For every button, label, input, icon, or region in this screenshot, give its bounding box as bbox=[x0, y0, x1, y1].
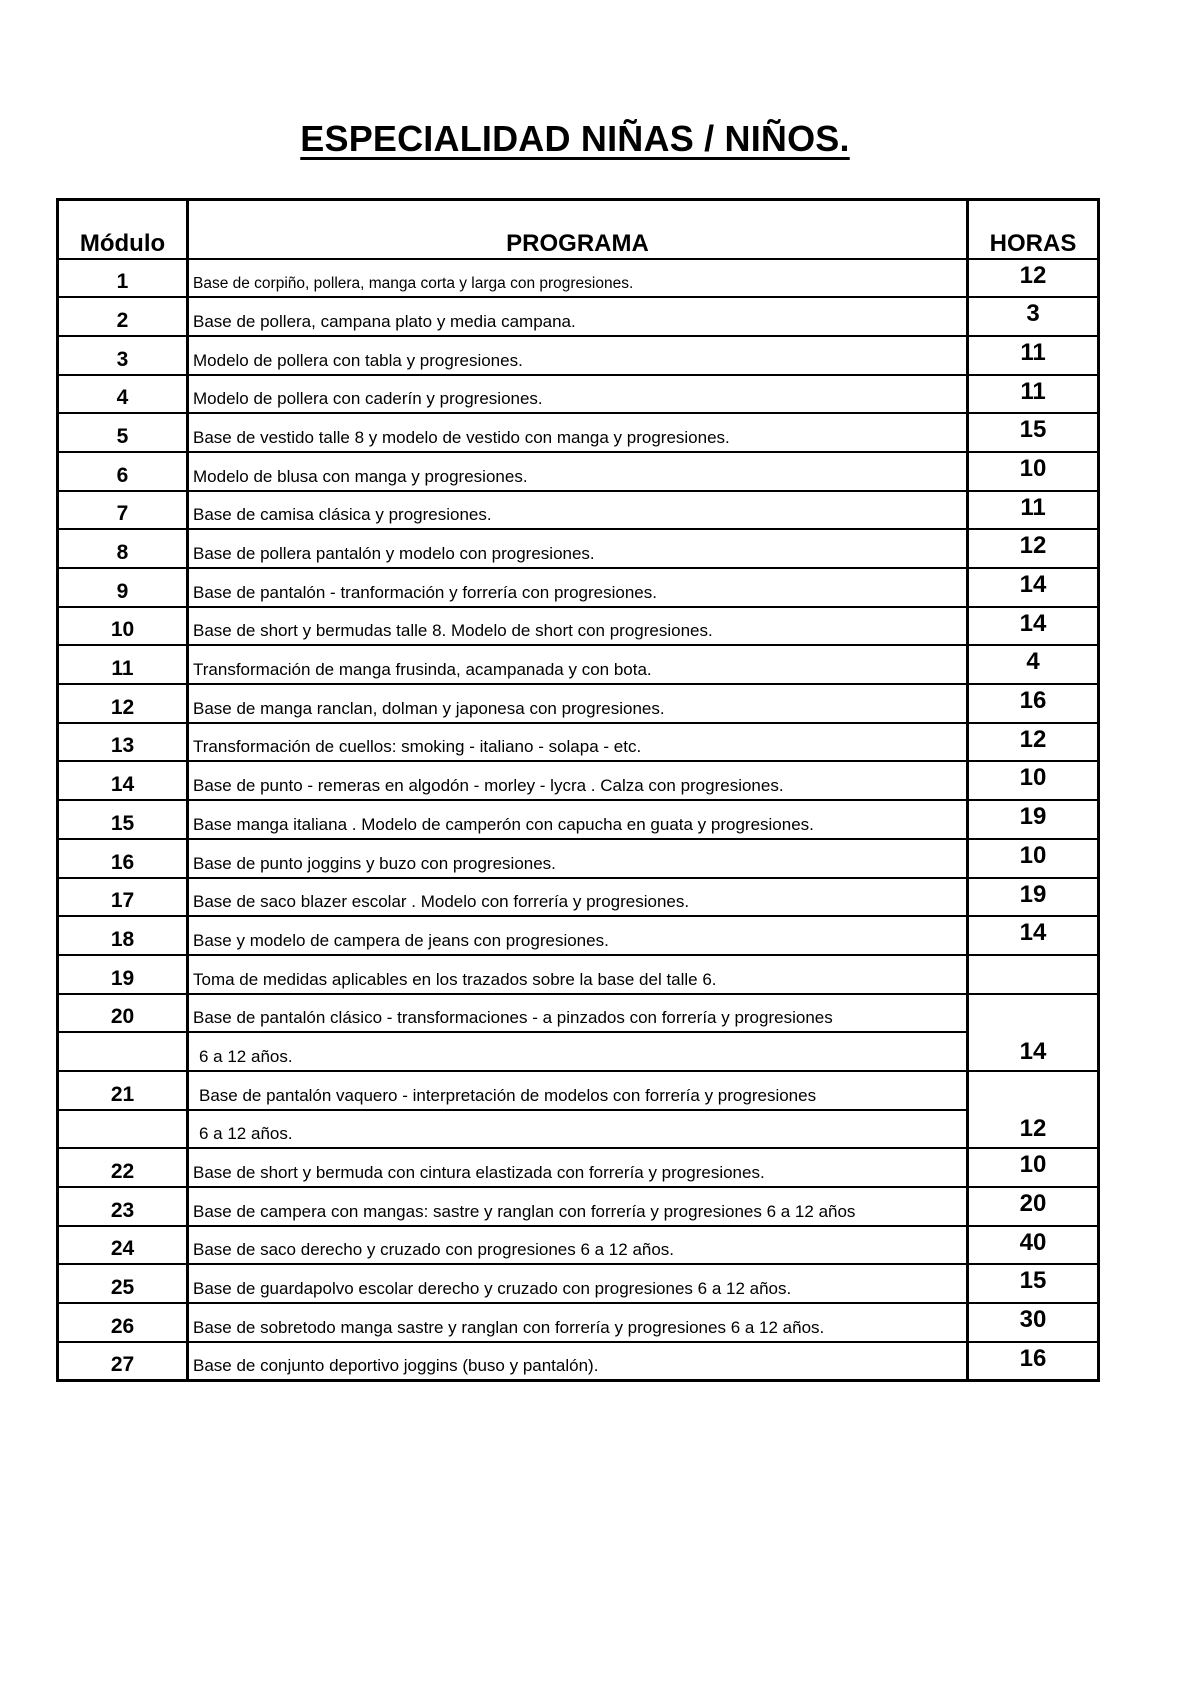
program-description: Base de conjunto deportivo joggins (buso y pantalón). bbox=[188, 1342, 968, 1381]
program-description: Modelo de blusa con manga y progresiones. bbox=[188, 452, 968, 491]
hours-value: 15 bbox=[968, 413, 1099, 452]
table-row bbox=[58, 452, 1099, 491]
table-row bbox=[58, 607, 1099, 646]
program-description: Modelo de pollera con tabla y progresiones. bbox=[188, 336, 968, 375]
column-header-horas: HORAS bbox=[968, 200, 1099, 259]
hours-value: 10 bbox=[968, 839, 1099, 878]
hours-value: 11 bbox=[968, 375, 1099, 414]
hours-value: 10 bbox=[968, 1148, 1099, 1187]
module-number: 22 bbox=[58, 1148, 188, 1187]
module-number: 3 bbox=[58, 336, 188, 375]
hours-value: 10 bbox=[968, 452, 1099, 491]
table-row-continuation bbox=[58, 1032, 1099, 1071]
hours-value: 10 bbox=[968, 761, 1099, 800]
module-number: 13 bbox=[58, 723, 188, 762]
table-row bbox=[58, 916, 1099, 955]
table-row bbox=[58, 568, 1099, 607]
table-row bbox=[58, 1187, 1099, 1226]
hours-value: 14 bbox=[968, 916, 1099, 955]
hours-value: 12 bbox=[968, 1071, 1099, 1148]
table-row-continuation bbox=[58, 1110, 1099, 1149]
table-row bbox=[58, 1303, 1099, 1342]
program-description: Base de pantalón - tranformación y forrería con progresiones. bbox=[188, 568, 968, 607]
table-row bbox=[58, 684, 1099, 723]
table-row bbox=[58, 1226, 1099, 1265]
hours-value: 11 bbox=[968, 336, 1099, 375]
program-description: Base de pantalón clásico - transformaciones - a pinzados con forrería y progresiones bbox=[188, 994, 968, 1033]
module-number: 16 bbox=[58, 839, 188, 878]
table-row bbox=[58, 878, 1099, 917]
hours-value: 16 bbox=[1019, 1344, 1047, 1372]
program-description: Base y modelo de campera de jeans con progresiones. bbox=[188, 916, 968, 955]
hours-value: 19 bbox=[968, 800, 1099, 839]
program-description: Base de guardapolvo escolar derecho y cruzado con progresiones 6 a 12 años. bbox=[188, 1264, 968, 1303]
program-description: Base de sobretodo manga sastre y ranglan con forrería y progresiones 6 a 12 años. bbox=[188, 1303, 968, 1342]
program-description: Modelo de pollera con caderín y progresiones. bbox=[188, 375, 968, 414]
program-description-continuation: 6 a 12 años. bbox=[188, 1032, 968, 1071]
program-description: Base de campera con mangas: sastre y ranglan con forrería y progresiones 6 a 12 años bbox=[188, 1187, 968, 1226]
table-row bbox=[58, 994, 1099, 1033]
hours-value: 19 bbox=[968, 878, 1099, 917]
hours-value: 16 bbox=[968, 684, 1099, 723]
table-row bbox=[58, 723, 1099, 762]
module-number: 1 bbox=[58, 259, 188, 298]
program-description: Base de vestido talle 8 y modelo de vestido con manga y progresiones. bbox=[188, 413, 968, 452]
module-number-empty bbox=[58, 1032, 188, 1071]
table-row bbox=[58, 761, 1099, 800]
program-description: Base de pollera pantalón y modelo con progresiones. bbox=[188, 529, 968, 568]
table-row bbox=[58, 1264, 1099, 1303]
hours-value: 14 bbox=[968, 568, 1099, 607]
column-header-modulo: Módulo bbox=[58, 200, 188, 259]
table-row bbox=[58, 375, 1099, 414]
hours-value: 15 bbox=[968, 1264, 1099, 1303]
hours-value: 14 bbox=[968, 607, 1099, 646]
program-description: Base de saco blazer escolar . Modelo con forrería y progresiones. bbox=[188, 878, 968, 917]
program-description: Transformación de cuellos: smoking - italiano - solapa - etc. bbox=[188, 723, 968, 762]
program-description: Base de manga ranclan, dolman y japonesa con progresiones. bbox=[188, 684, 968, 723]
hours-value: 40 bbox=[968, 1226, 1099, 1265]
program-description: Base de short y bermudas talle 8. Modelo de short con progresiones. bbox=[188, 607, 968, 646]
column-header-programa: PROGRAMA bbox=[188, 200, 968, 259]
program-description: Transformación de manga frusinda, acampanada y con bota. bbox=[188, 645, 968, 684]
module-number: 18 bbox=[58, 916, 188, 955]
hours-value: 20 bbox=[968, 1187, 1099, 1226]
table-row bbox=[58, 491, 1099, 530]
page-title: ESPECIALIDAD NIÑAS / NIÑOS. bbox=[300, 118, 850, 159]
program-description-continuation: 6 a 12 años. bbox=[188, 1110, 968, 1149]
program-description: Base de camisa clásica y progresiones. bbox=[188, 491, 968, 530]
module-number: 20 bbox=[58, 994, 188, 1033]
module-number: 10 bbox=[58, 607, 188, 646]
module-number: 6 bbox=[58, 452, 188, 491]
table-row bbox=[58, 955, 1099, 994]
table-row bbox=[58, 413, 1099, 452]
module-number: 26 bbox=[58, 1303, 188, 1342]
hours-value: 30 bbox=[968, 1303, 1099, 1342]
program-description: Base de saco derecho y cruzado con progresiones 6 a 12 años. bbox=[188, 1226, 968, 1265]
module-number-empty bbox=[58, 1110, 188, 1149]
module-number: 8 bbox=[58, 529, 188, 568]
table-row bbox=[58, 1071, 1099, 1110]
module-number: 4 bbox=[58, 375, 188, 414]
module-number: 17 bbox=[58, 878, 188, 917]
program-description: Base de short y bermuda con cintura elastizada con forrería y progresiones. bbox=[188, 1148, 968, 1187]
hours-value bbox=[968, 955, 1099, 994]
module-number: 2 bbox=[58, 297, 188, 336]
program-description: Base de punto joggins y buzo con progresiones. bbox=[188, 839, 968, 878]
module-number: 27 bbox=[58, 1342, 188, 1381]
hours-value: 3 bbox=[968, 297, 1099, 336]
module-number: 24 bbox=[58, 1226, 188, 1265]
module-number: 19 bbox=[58, 955, 188, 994]
program-description: Base de corpiño, pollera, manga corta y larga con progresiones. bbox=[188, 259, 968, 298]
module-number: 14 bbox=[58, 761, 188, 800]
module-number: 21 bbox=[58, 1071, 188, 1110]
table-row bbox=[58, 529, 1099, 568]
table-row bbox=[58, 1148, 1099, 1187]
program-table bbox=[56, 198, 1100, 1382]
module-number: 5 bbox=[58, 413, 188, 452]
hours-value: 14 bbox=[968, 994, 1099, 1071]
table-row bbox=[58, 839, 1099, 878]
program-description: Base de punto - remeras en algodón - morley - lycra . Calza con progresiones. bbox=[188, 761, 968, 800]
hours-value: 12 bbox=[968, 259, 1099, 298]
module-number: 9 bbox=[58, 568, 188, 607]
program-description: Base manga italiana . Modelo de camperón con capucha en guata y progresiones. bbox=[188, 800, 968, 839]
hours-value: 12 bbox=[968, 529, 1099, 568]
table-row bbox=[58, 336, 1099, 375]
module-number: 12 bbox=[58, 684, 188, 723]
module-number: 11 bbox=[58, 645, 188, 684]
table-row bbox=[58, 645, 1099, 684]
table-row bbox=[58, 1342, 1099, 1381]
program-description: Base de pollera, campana plato y media campana. bbox=[188, 297, 968, 336]
hours-value: 12 bbox=[968, 723, 1099, 762]
hours-value: 4 bbox=[968, 645, 1099, 684]
hours-value: 11 bbox=[968, 491, 1099, 530]
table-row bbox=[58, 259, 1099, 298]
table-row bbox=[58, 800, 1099, 839]
program-description: Toma de medidas aplicables en los trazados sobre la base del talle 6. bbox=[188, 955, 968, 994]
table-header-row bbox=[58, 200, 1099, 259]
module-number: 23 bbox=[58, 1187, 188, 1226]
module-number: 15 bbox=[58, 800, 188, 839]
table-row bbox=[58, 297, 1099, 336]
program-description: Base de pantalón vaquero - interpretación de modelos con forrería y progresiones bbox=[188, 1071, 968, 1110]
module-number: 25 bbox=[58, 1264, 188, 1303]
module-number: 7 bbox=[58, 491, 188, 530]
